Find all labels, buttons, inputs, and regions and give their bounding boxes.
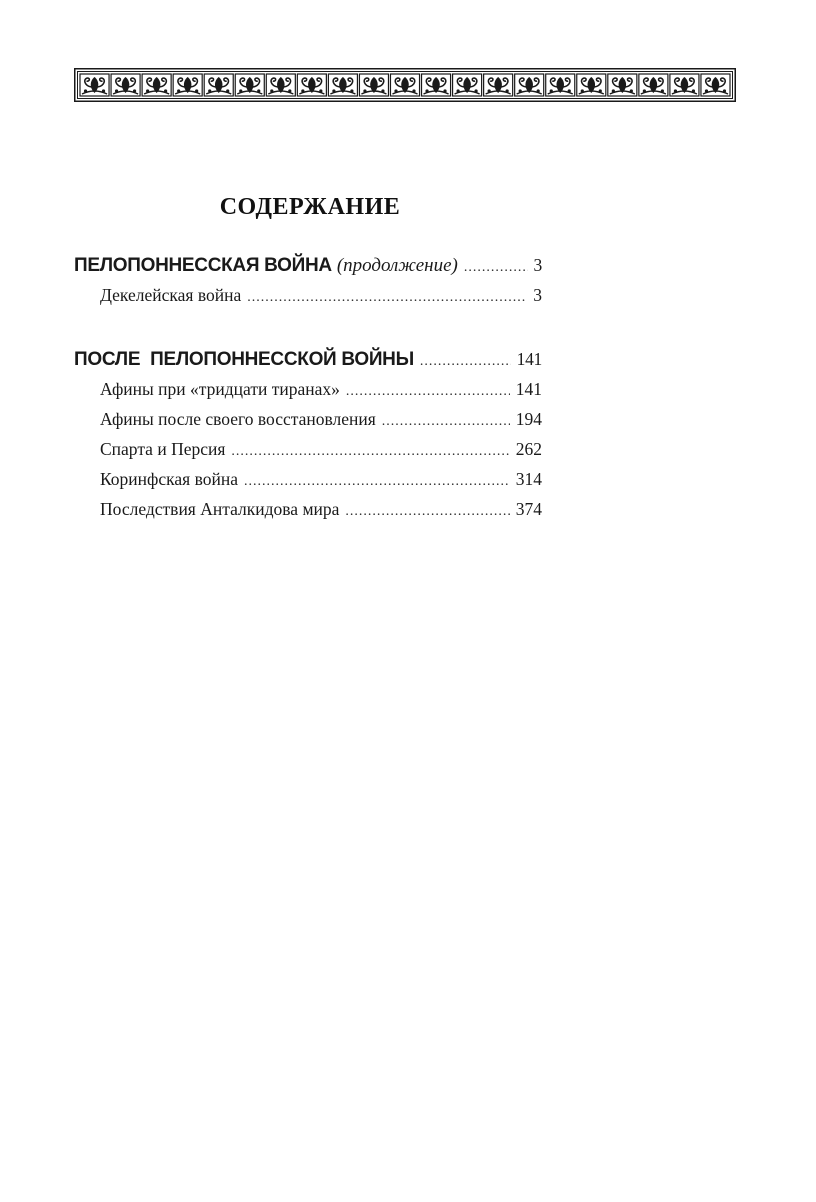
table-of-contents	[74, 250, 542, 524]
ornamental-border	[74, 68, 736, 102]
part-title: ПОСЛЕ ПЕЛОПОННЕССКОЙ ВОЙНЫ	[74, 349, 414, 370]
page-number: 141	[516, 349, 542, 369]
ornament-motif	[639, 74, 668, 96]
page-number: 262	[515, 439, 542, 459]
page-number: 3	[533, 285, 542, 305]
toc-part-entry[interactable]	[74, 250, 542, 280]
chapter-title: Декелейская война	[100, 285, 242, 305]
chapter-title: Коринфская война	[100, 469, 238, 489]
page-number: 314	[515, 469, 542, 489]
chapter-title: Афины после своего восстановления	[100, 409, 376, 429]
page-number: 374	[515, 499, 542, 519]
ornament-motif	[577, 74, 606, 96]
dot-leader	[382, 407, 510, 437]
ornament-motif	[173, 74, 202, 96]
contents-heading: СОДЕРЖАНИЕ	[219, 194, 401, 220]
dot-leader	[420, 347, 511, 377]
ornament-motif	[80, 74, 109, 96]
ornament-motif	[204, 74, 233, 96]
dot-leader	[244, 467, 510, 497]
ornament-motif	[142, 74, 171, 96]
dot-leader	[464, 253, 528, 283]
toc-part-entry[interactable]	[74, 344, 542, 374]
toc-chapter-entry[interactable]	[74, 404, 542, 434]
toc-section-1	[74, 250, 542, 310]
dot-leader	[231, 437, 509, 467]
ornament-motif	[701, 74, 730, 96]
chapter-title: Последствия Анталкидова мира	[100, 499, 340, 519]
ornament-motif	[670, 74, 699, 96]
dot-leader	[247, 283, 527, 313]
dot-leader	[346, 377, 510, 407]
toc-chapter-entry[interactable]	[74, 374, 542, 404]
ornament-motif	[359, 74, 388, 96]
ornament-motif	[484, 74, 513, 96]
ornament-motif	[422, 74, 451, 96]
toc-chapter-entry[interactable]	[74, 464, 542, 494]
chapter-title: Афины при «тридцати тиранах»	[100, 379, 340, 399]
part-note: (продолжение)	[336, 255, 458, 276]
part-title: ПЕЛОПОННЕССКАЯ ВОЙНА	[74, 255, 332, 276]
toc-chapter-entry[interactable]	[74, 494, 542, 524]
toc-chapter-entry[interactable]	[74, 280, 542, 310]
dot-leader	[345, 497, 509, 527]
ornament-motif	[453, 74, 482, 96]
chapter-title: Спарта и Персия	[100, 439, 226, 459]
toc-section-2	[74, 344, 542, 524]
toc-chapter-entry[interactable]	[74, 434, 542, 464]
page-number: 194	[515, 409, 542, 429]
ornament-motif	[608, 74, 637, 96]
page-number: 141	[515, 379, 542, 399]
page-number: 3	[533, 255, 542, 275]
ornament-motif	[266, 74, 295, 96]
ornamental-border-icon	[74, 68, 736, 102]
ornament-motif	[328, 74, 357, 96]
ornament-motif	[297, 74, 326, 96]
ornament-motif	[515, 74, 544, 96]
ornament-motif	[111, 74, 140, 96]
ornament-motif	[546, 74, 575, 96]
ornament-motif	[235, 74, 264, 96]
ornament-motif	[390, 74, 419, 96]
